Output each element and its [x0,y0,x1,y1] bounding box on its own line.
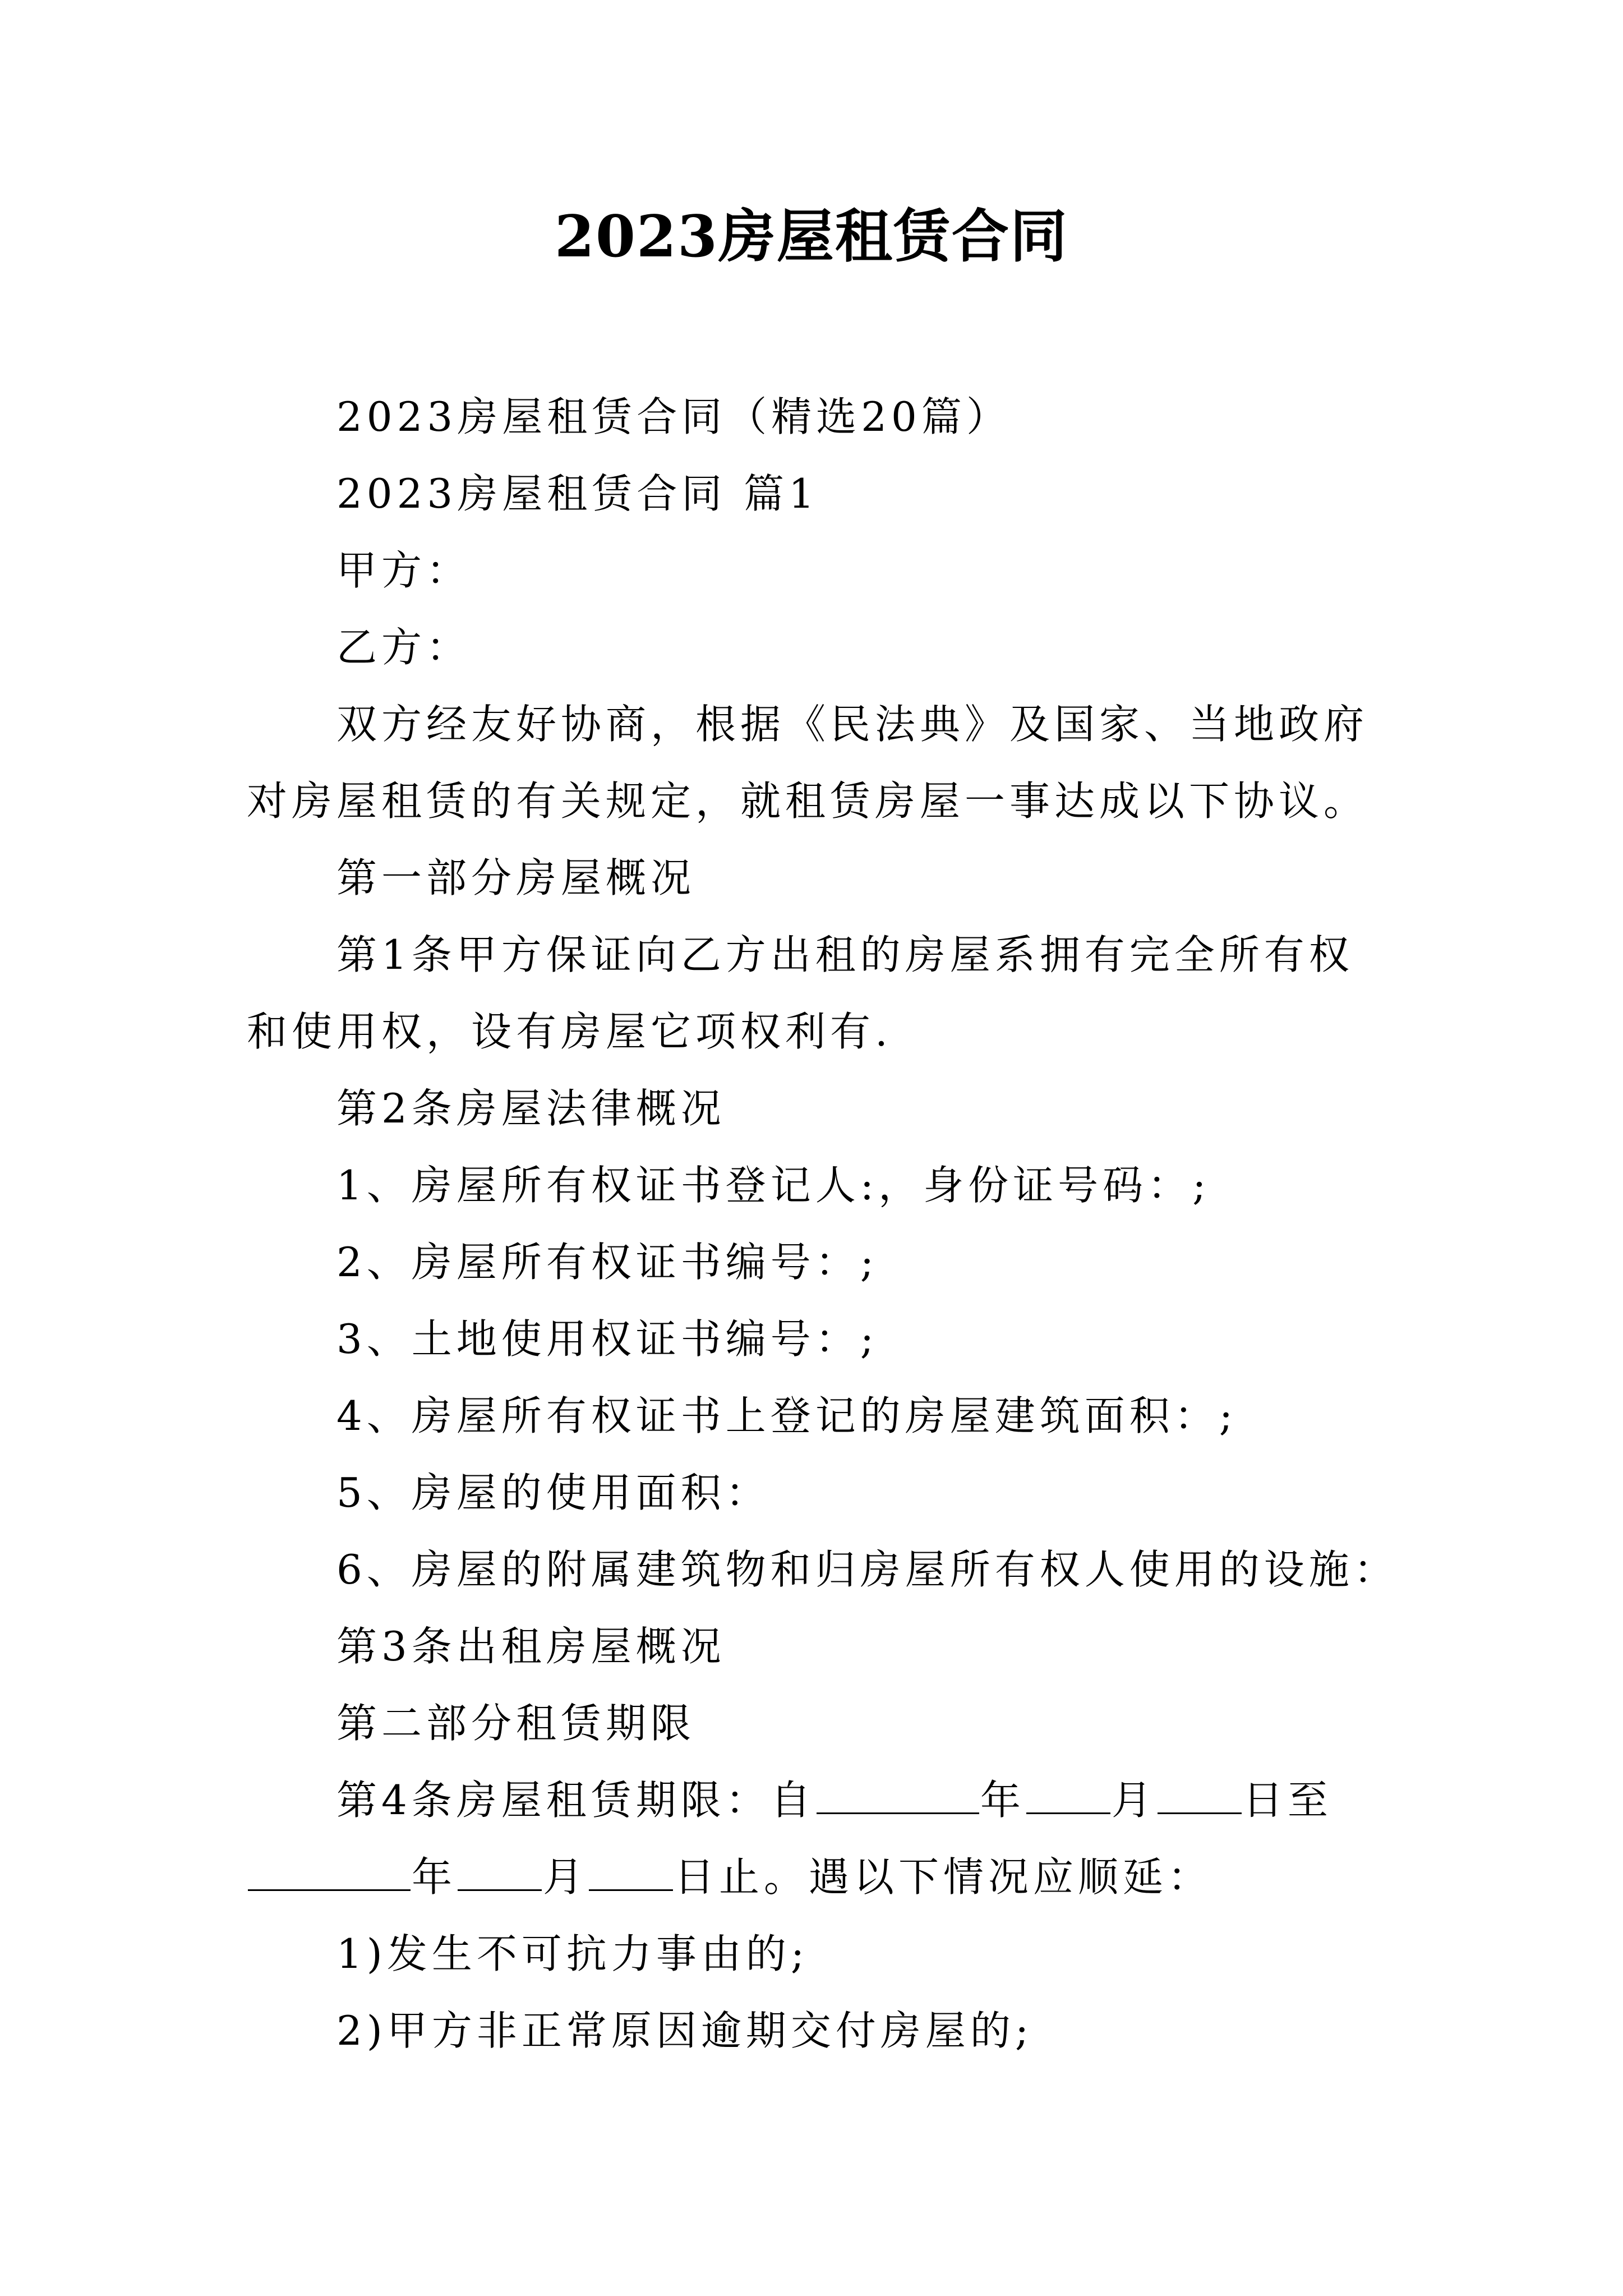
paragraph-part-one: 第一部分房屋概况 [336,854,696,901]
lease-term-prefix: 第4条房屋租赁期限：自 [336,1777,815,1824]
paragraph-item-6: 6、房屋的附属建筑物和归房屋所有权人使用的设施： [336,1546,1399,1593]
paragraph-article-3: 第3条出租房屋概况 [336,1623,726,1670]
paragraph-condition-1: 1)发生不可抗力事由的; [336,1930,809,1977]
blank-month-2 [458,1853,542,1891]
paragraph-party-b: 乙方： [336,624,472,671]
paragraph-part-two: 第二部分租赁期限 [336,1700,696,1747]
paragraph-condition-2: 2)甲方非正常原因逾期交付房屋的; [336,2007,1034,2054]
paragraph-party-a: 甲方： [336,547,472,594]
blank-day-2 [589,1853,673,1891]
paragraph-item-5: 5、房屋的使用面积： [336,1469,771,1516]
lease-term-month-2: 月 [543,1853,588,1901]
blank-month-1 [1026,1776,1110,1814]
paragraph-article-4 [247,1762,1391,1916]
paragraph-item-3: 3、土地使用权证书编号：; [336,1315,879,1363]
lease-term-year-1: 年 [980,1777,1025,1824]
lease-term-month-1: 月 [1111,1777,1156,1824]
paragraph-article-1: 第1条甲方保证向乙方出租的房屋系拥有完全所有权和使用权，设有房屋它项权利有. [247,931,1354,1055]
document-title: 2023房屋租赁合同 [555,203,1068,270]
paragraph-section-heading: 2023房屋租赁合同 篇1 [336,470,819,517]
lease-term-year-2: 年 [412,1853,457,1901]
lease-term-day-to: 日至 [1242,1777,1332,1824]
paragraph-subtitle: 2023房屋租赁合同（精选20篇） [336,393,1011,440]
paragraph-item-2: 2、房屋所有权证书编号：; [336,1239,879,1286]
paragraph-item-1: 1、房屋所有权证书登记人:，身份证号码：; [336,1162,1211,1209]
paragraph-item-4: 4、房屋所有权证书上登记的房屋建筑面积：; [336,1392,1238,1439]
document-body [247,379,1399,2069]
blank-day-1 [1158,1776,1242,1814]
paragraph-preamble: 双方经友好协商，根据《民法典》及国家、当地政府对房屋租赁的有关规定，就租赁房屋一事达成以下协议。 [247,701,1369,825]
lease-term-day-end: 日止。遇以下情况应顺延： [674,1853,1213,1901]
blank-year-2 [248,1853,411,1891]
paragraph-article-2: 第2条房屋法律概况 [336,1085,726,1132]
blank-year-1 [817,1776,979,1814]
